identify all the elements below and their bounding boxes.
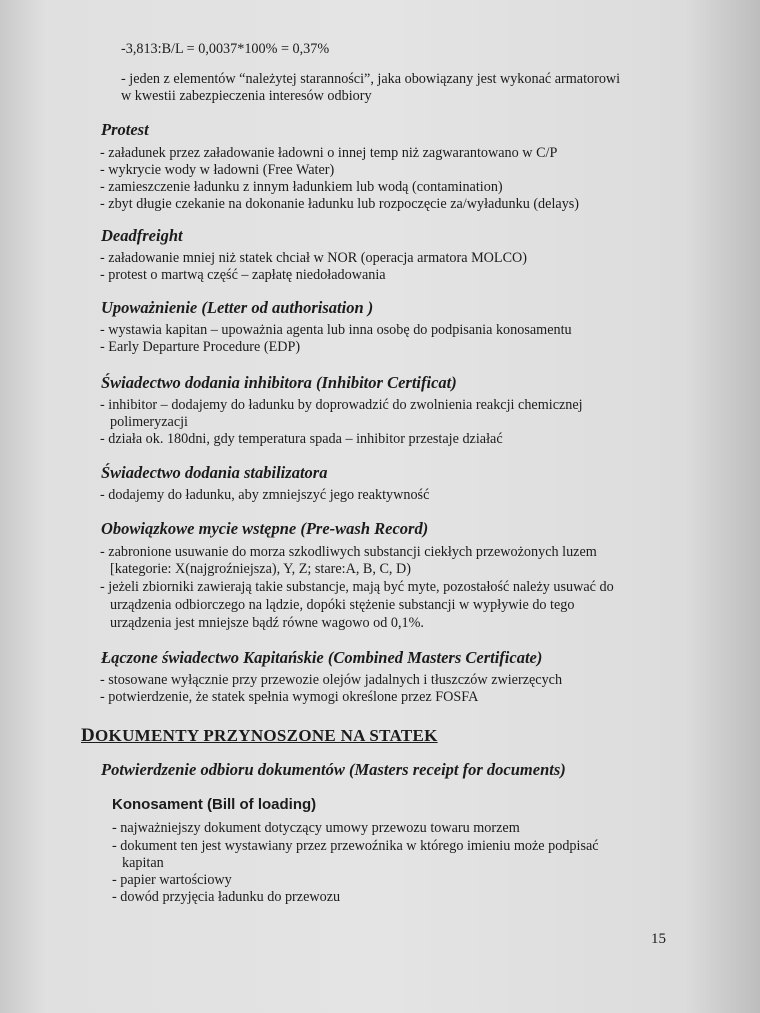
deadfreight-item-1: - załadowanie mniej niż statek chciał w NOR (operacja armatora MOLCO) [100,250,528,266]
intro-line-1: - jeden z elementów “należytej staranności”, jaka obowiązany jest wykonać armatorowi [121,71,621,87]
bill-item-3: - papier wartościowy [112,872,232,888]
prewash-item-2c: urządzenia jest mniejsze bądź równe wagowo od 0,1%. [110,615,424,631]
prewash-item-2a: - jeżeli zbiorniki zawierają takie substancje, mają być myte, pozostałość należy usuwać do [100,579,614,595]
heading-prewash: Obowiązkowe mycie wstępne (Pre-wash Record) [101,519,429,538]
combined-item-1: - stosowane wyłącznie przy przewozie olejów jadalnych i tłuszczów zwierzęcych [100,672,563,688]
prewash-item-2b: urządzenia odbiorczego na lądzie, dopóki stężenie substancji w wypływie do tego [110,597,575,613]
combined-item-2: - potwierdzenie, że statek spełnia wymogi określone przez FOSFA [100,689,479,705]
protest-item-3: - zamieszczenie ładunku z innym ładunkiem lub wodą (contamination) [100,179,503,195]
authorisation-item-1: - wystawia kapitan – upoważnia agenta lub inna osobę do podpisania konosamentu [100,322,572,338]
heading-protest: Protest [101,120,149,139]
authorisation-item-2: - Early Departure Procedure (EDP) [100,339,301,355]
formula-line: -3,813:B/L = 0,0037*100% = 0,37% [121,41,330,57]
inhibitor-item-1a: - inhibitor – dodajemy do ładunku by doprowadzić do zwolnienia reakcji chemicznej [100,397,583,413]
section-heading-documents: DOKUMENTY PRZYNOSZONE NA STATEK [81,725,438,746]
heading-deadfreight: Deadfreight [101,226,183,245]
bill-item-2b: kapitan [122,855,164,871]
heading-inhibitor: Świadectwo dodania inhibitora (Inhibitor Certificat) [101,373,457,392]
bill-item-4: - dowód przyjęcia ładunku do przewozu [112,889,341,905]
inhibitor-item-2: - działa ok. 180dni, gdy temperatura spada – inhibitor przestaje działać [100,431,503,447]
bill-item-2a: - dokument ten jest wystawiany przez przewoźnika w którego imieniu może podpisać [112,838,599,854]
stabilizer-item-1: - dodajemy do ładunku, aby zmniejszyć jego reaktywność [100,487,430,503]
prewash-item-1a: - zabronione usuwanie do morza szkodliwych substancji ciekłych przewożonych luzem [100,544,597,560]
inhibitor-item-1b: polimeryzacji [110,414,188,430]
prewash-item-1b: [kategorie: X(najgroźniejsza), Y, Z; stare:A, B, C, D) [110,561,411,577]
deadfreight-item-2: - protest o martwą część – zapłatę niedoładowania [100,267,386,283]
heading-masters-receipt: Potwierdzenie odbioru dokumentów (Masters receipt for documents) [101,760,566,779]
intro-line-2: w kwestii zabezpieczenia interesów odbiory [121,88,372,104]
page-number: 15 [651,931,666,947]
heading-authorisation: Upoważnienie (Letter od authorisation ) [101,298,374,317]
heading-stabilizer: Świadectwo dodania stabilizatora [101,463,328,482]
heading-combined-masters: Łączone świadectwo Kapitańskie (Combined Masters Certificate) [101,648,543,667]
protest-item-4: - zbyt długie czekanie na dokonanie ładunku lub rozpoczęcie za/wyładunku (delays) [100,196,580,212]
protest-item-2: - wykrycie wody w ładowni (Free Water) [100,162,335,178]
bill-item-1: - najważniejszy dokument dotyczący umowy przewozu towaru morzem [112,820,520,836]
heading-bill-of-loading: Konosament (Bill of loading) [112,796,317,813]
protest-item-1: - załadunek przez załadowanie ładowni o innej temp niż zagwarantowano w C/P [100,145,558,161]
